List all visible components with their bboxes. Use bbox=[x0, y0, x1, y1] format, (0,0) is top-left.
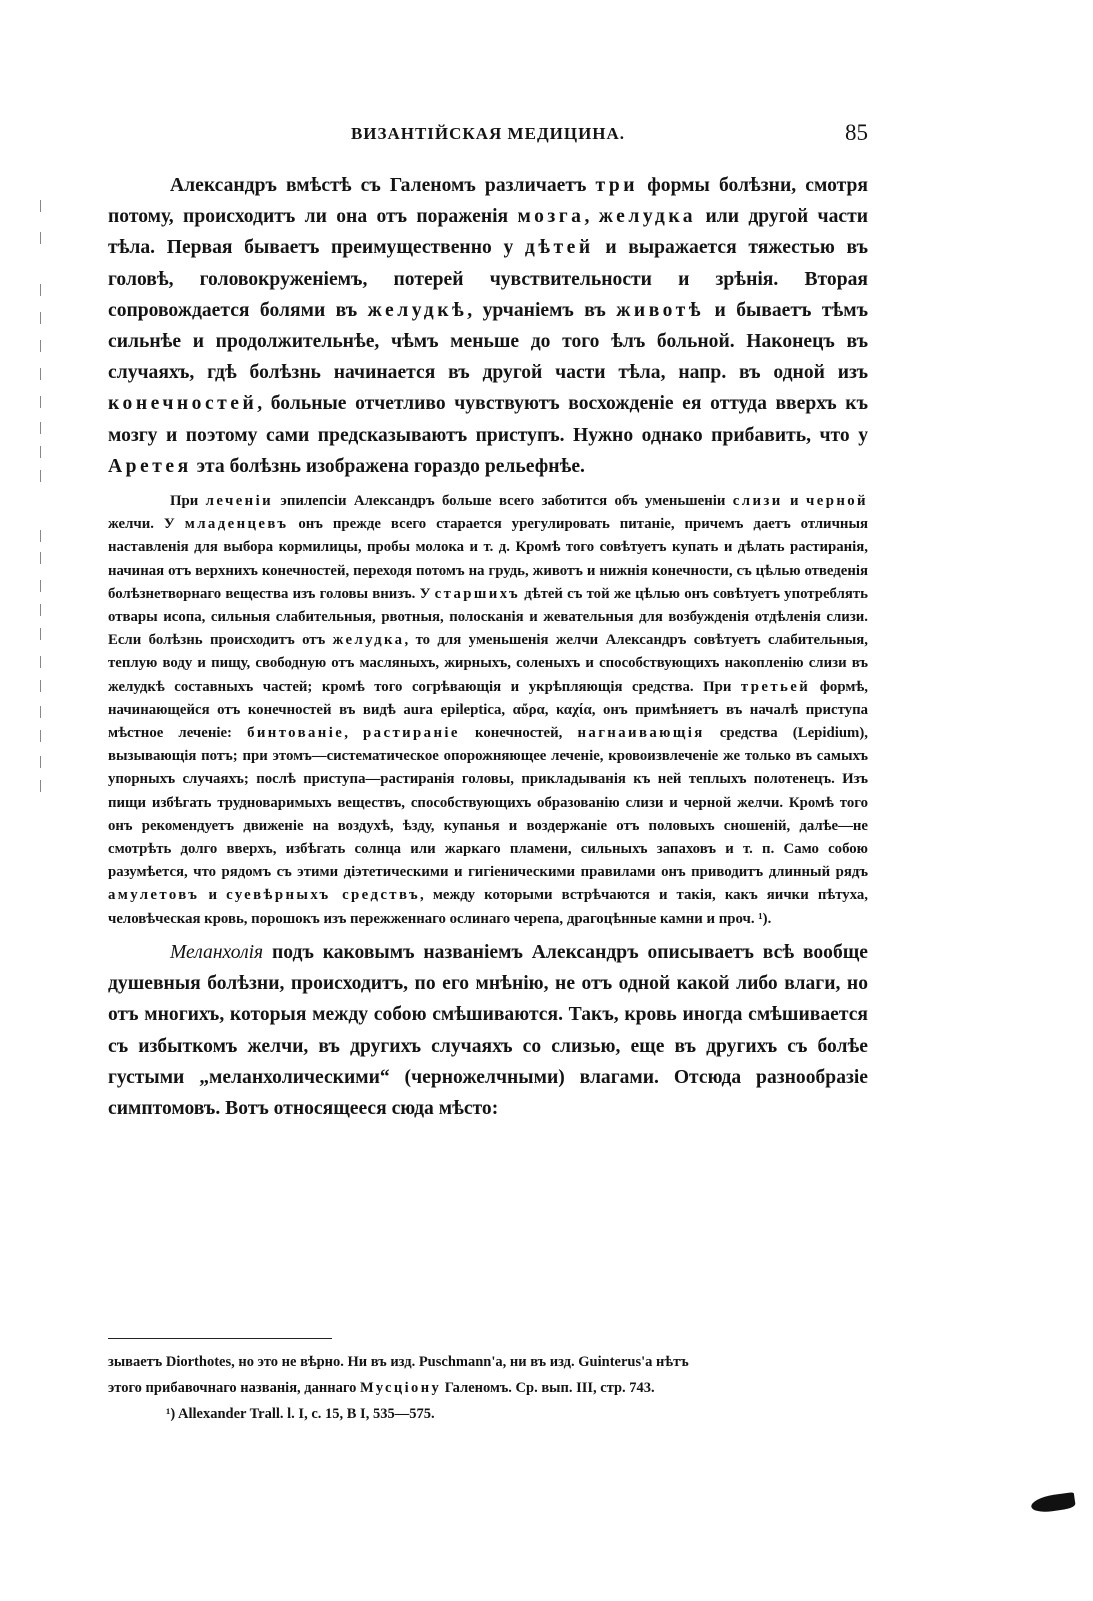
paragraph-melancholia: Меланхолія подъ каковымъ названіемъ Александръ описываетъ всѣ вообще душевныя болѣзни, происходитъ, по его мнѣнію, не отъ одной какой либо влаги, но отъ многихъ, которыя между собою смѣшиваются. Такъ, кровь иногда смѣшивается съ избыткомъ желчи, въ другихъ случаяхъ со слизью, еще въ другихъ съ болѣе густыми „меланхолическими“ (черножелчными) влагами. Отсюда разнообразіе симптомовъ. Вотъ относящееся сюда мѣсто: bbox=[108, 941, 868, 1119]
page-body bbox=[108, 170, 868, 1124]
paragraph-epilepsy-treatment: При леченіи эпилепсіи Александръ больше всего заботится объ уменьшеніи слизи и черной желчи. У младенцевъ онъ прежде всего старается урегулировать питаніе, причемъ даетъ отличныя наставленія для выбора кормилицы, пробы молока и т. д. Кромѣ того совѣтуетъ купать и дѣлать растиранія, начиная отъ верхнихъ конечностей, переходя потомъ на грудь, животъ и нижнія конечности, съ цѣлью отведенія болѣзнетворнаго вещества изъ головы внизъ. У старшихъ дѣтей съ той же цѣлью онъ совѣтуетъ употреблять отвары исопа, сильныя слабительныя, рвотныя, полосканія и жевательныя для возбужденія отдѣленія слизи. Если болѣзнь происходитъ отъ желудка, то для уменьшенія желчи Александръ совѣтуетъ слабительныя, теплую воду и пищу, свободную отъ масляныхъ, жирныхъ, соленыхъ и способствующихъ накопленію слизи въ желудкѣ составныхъ частей; кромѣ того согрѣвающія и укрѣпляющія средства. При третьей формѣ, начинающейся отъ конечностей въ видѣ aura epileptica, αὔρα, καχία, онъ примѣняетъ въ началѣ приступа мѣстное леченіе: бинтованіе, растираніе конечностей, нагнаивающія средства (Lepidium), вызывающія потъ; при этомъ—систематическое опорожняющее леченіе, кровоизвлеченіе же только въ самыхъ упорныхъ случаяхъ; послѣ приступа—растиранія головы, прикладыванія къ ней теплыхъ полотенецъ. Изъ пищи избѣгать трудноваримыхъ веществъ, способствующихъ образованію слизи и черной желчи. Кромѣ того онъ рекомендуетъ движеніе на воздухѣ, ѣзду, купанья и воздержаніе отъ половыхъ сношеній, далѣе—не смотрѣть долго вверхъ, избѣгать солнца или жаркаго пламени, сильныхъ запаховъ и т. п. Само собою разумѣется, что рядомъ съ этими діэтетическими и гигіеническими правилами онъ приводитъ длинный рядъ амулетовъ и суевѣрныхъ средствъ, между которыми встрѣчаются и такія, какъ яички пѣтуха, человѣческая кровь, порошокъ изъ пережженнаго ослинаго черепа, драгоцѣнные камни и проч. ¹). bbox=[108, 493, 869, 927]
margin-bleed-marks bbox=[40, 200, 80, 820]
footnote-1: ¹) Allexander Trall. l. I, c. 15, B I, 535—575. bbox=[166, 1406, 435, 1422]
ink-blot bbox=[1030, 1492, 1076, 1514]
footnote-rule bbox=[108, 1338, 332, 1339]
running-title: ВИЗАНТІЙСКАЯ МЕДИЦИНА. bbox=[350, 124, 626, 143]
footnotes bbox=[108, 1349, 868, 1427]
paragraph-epilepsy-forms: Александръ вмѣстѣ съ Галеномъ различаетъ три формы болѣзни, смотря потому, происходитъ ли она отъ пораженія мозга, желудка или другой части тѣла. Первая бываетъ преимущественно у дѣтей и выражается тяжестью въ головѣ, головокруженіемъ, потерей чувствительности и зрѣнія. Вторая сопровождается болями въ желудкѣ, урчаніемъ въ животѣ и бываетъ тѣмъ сильнѣе и продолжительнѣе, чѣмъ меньше до того ѣлъ больной. Наконецъ въ случаяхъ, гдѣ болѣзнь начинается въ другой части тѣла, напр. въ одной изъ конечностей, больные отчетливо чувствуютъ восхожденіе ея оттуда вверхъ къ мозгу и поэтому сами предсказываютъ приступъ. Нужно однако прибавить, что у Аретея эта болѣзнь изображена гораздо рельефнѣе. bbox=[108, 175, 869, 477]
footnote-continuation-line: зываетъ Diorthotes, но это не вѣрно. Ни въ изд. Puschmann'а, ни въ изд. Guinterus'а нѣтъ bbox=[108, 1354, 689, 1370]
page-number: 85 bbox=[845, 120, 868, 145]
page-header bbox=[108, 120, 868, 150]
footnote-continuation-line-2: этого прибавочнаго названія, даннаго Мусціону Галеномъ. Ср. вып. III, стр. 743. bbox=[108, 1380, 655, 1396]
